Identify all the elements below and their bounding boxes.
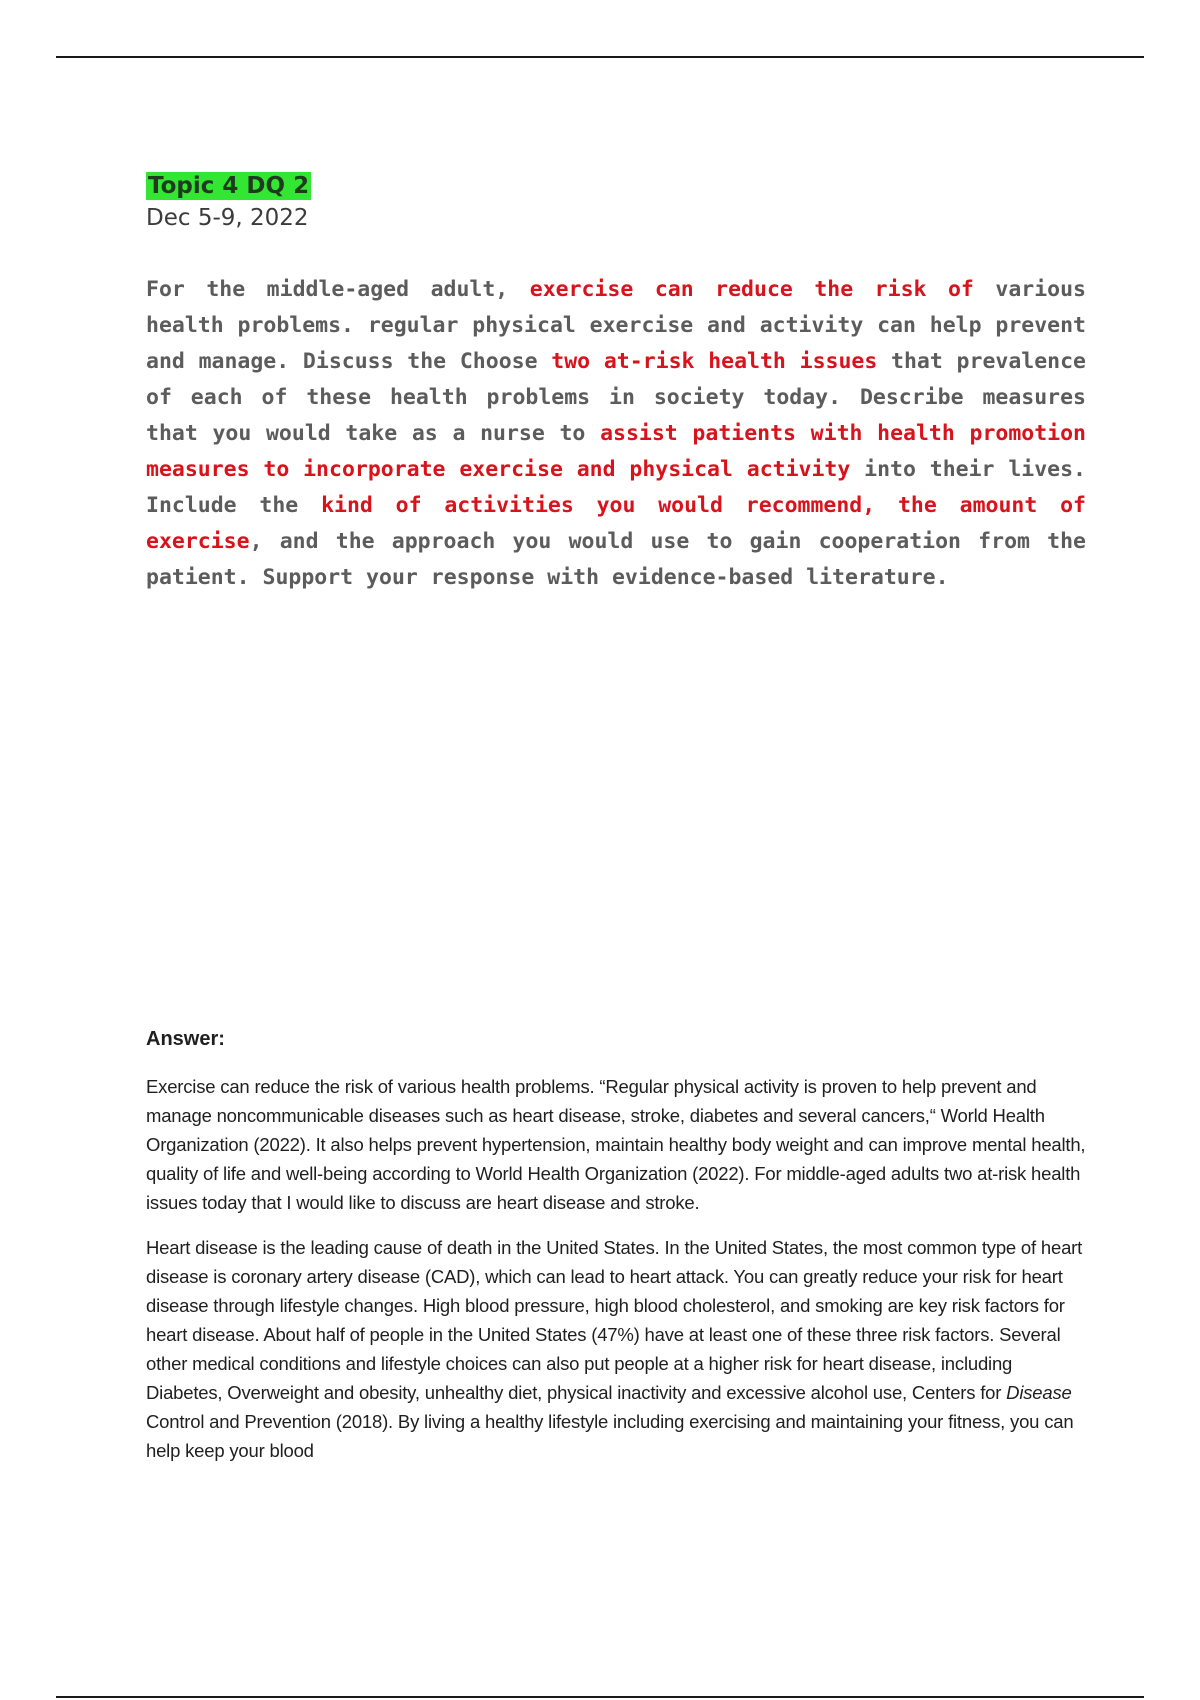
- paragraph-text: Control and Prevention (2018). By living a healthy lifestyle including exercising and maintaining your fitness, you can help keep your blood: [146, 1411, 1074, 1461]
- prompt-segment: For the middle-aged adult,: [146, 277, 530, 302]
- answer-paragraph-1: Exercise can reduce the risk of various health problems. “Regular physical activity is proven to help prevent and manage noncommunicable diseases such as heart disease, stroke, diabetes and several cancers,“ World Health Organization (2022). It also helps prevent hypertension, maintain healthy body weight and can improve mental health, quality of life and well-being according to World Health Organization (2022). For middle-aged adults two at-risk health issues today that I would like to discuss are heart disease and stroke.: [146, 1076, 1086, 1213]
- answer-section: [146, 1026, 1086, 1481]
- topic-title: Topic 4 DQ 2: [148, 173, 310, 199]
- prompt-highlight: kind of activities you would recommend, the amount of exercise: [146, 493, 1086, 554]
- prompt-highlight: exercise can reduce the risk of: [529, 277, 974, 302]
- top-rule: [56, 56, 1144, 58]
- prompt-segment: into their lives. Include the: [146, 457, 1086, 518]
- paragraph-text: Heart disease is the leading cause of death in the United States. In the United States, the most common type of heart disease is coronary artery disease (CAD), which can lead to heart attack. You can greatly reduce your risk for heart disease through lifestyle changes. High blood pressure, high blood cholesterol, and smoking are key risk factors for heart disease. About half of people in the United States (47%) have at least one of these three risk factors. Several other medical conditions and lifestyle choices can also put people at a higher risk for heart disease, including Diabetes, Overweight and obesity, unhealthy diet, physical inactivity and excessive alcohol use, Centers for: [146, 1237, 1083, 1403]
- prompt-segment: that prevalence of each of these health problems in society today. Describe measures that you would take as a nurse to: [146, 349, 1087, 446]
- prompt-highlight: assist patients with health promotion measures to incorporate exercise and physical activity: [146, 421, 1086, 482]
- prompt-segment: various health problems. regular physical exercise and activity can help prevent and manage. Discuss the Choose: [146, 277, 1086, 374]
- bottom-rule: [56, 1696, 1144, 1698]
- document-header: [146, 172, 1086, 234]
- answer-label: Answer:: [146, 1028, 225, 1050]
- prompt-segment: , and the approach you would use to gain cooperation from the patient. Support your response with evidence-based literature.: [146, 529, 1086, 590]
- answer-paragraph-2: [146, 1233, 1086, 1465]
- prompt-highlight: two at-risk health issues: [551, 349, 878, 374]
- italic-word: Disease: [1006, 1382, 1072, 1403]
- date-line: Dec 5-9, 2022: [146, 205, 309, 231]
- discussion-prompt: [146, 272, 1086, 596]
